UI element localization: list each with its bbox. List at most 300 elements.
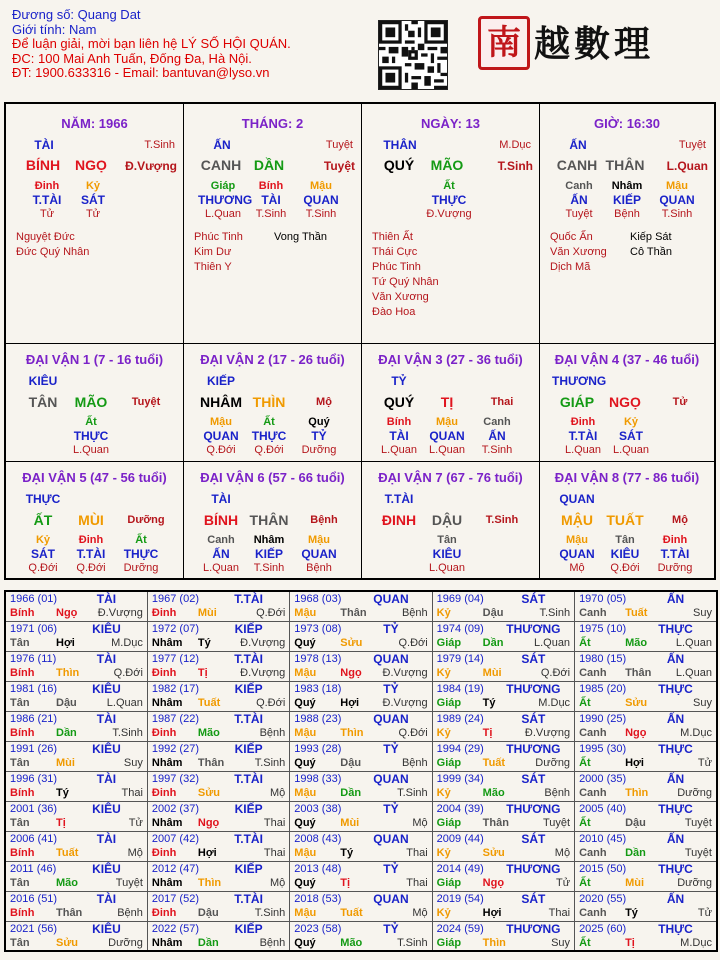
year-state: Suy	[123, 756, 143, 769]
year-can: Ất	[579, 876, 591, 889]
hidden-stem: Mậu	[666, 180, 688, 192]
year-star: QUAN	[373, 711, 409, 726]
dai-van-star: TÀI	[211, 492, 231, 506]
shensha-item: Vong Thần	[274, 231, 328, 243]
year-cell	[575, 861, 717, 891]
year-label: 1998 (33)	[294, 772, 342, 785]
year-chi: Tuất	[340, 906, 363, 919]
year-chi: Tuất	[197, 696, 221, 709]
shensha-list	[16, 230, 89, 260]
dai-van-title: ĐẠI VẬN 2 (17 - 26 tuổi)	[200, 352, 345, 367]
year-chi: Tý	[625, 906, 638, 919]
hidden-star: THỰC	[251, 429, 287, 443]
year-can: Quý	[294, 756, 316, 769]
year-star: TỶ	[383, 861, 399, 876]
shensha-item: Thiên Y	[194, 261, 232, 273]
hidden-state: L.Quan	[564, 444, 602, 456]
year-can: Đinh	[151, 726, 177, 739]
year-chi: Tị	[56, 816, 66, 829]
shensha-list	[194, 230, 243, 275]
hidden-state: L.Quan	[612, 444, 650, 456]
hidden-stem: Ất	[443, 180, 455, 192]
year-cell	[147, 891, 289, 921]
year-star: THƯƠNG	[506, 741, 561, 756]
year-star: T.TÀI	[234, 711, 263, 726]
hidden-stem: Bính	[386, 416, 412, 428]
hidden-state: Bệnh	[306, 562, 332, 574]
year-cell	[5, 621, 147, 651]
year-label: 2016 (51)	[10, 892, 58, 905]
year-state: T.Sinh	[254, 756, 286, 769]
hidden-stem: Mậu	[436, 416, 458, 428]
year-state: Tuyệt	[684, 816, 712, 829]
year-chi: Ngọ	[56, 607, 78, 619]
dai-van-can: NHÂM	[200, 394, 242, 410]
gender-value: Nam	[68, 21, 97, 37]
pillar-2	[184, 104, 362, 344]
pillar-star-state: Tuyệt	[325, 139, 353, 151]
hidden-state: Bệnh	[614, 208, 640, 220]
year-state: L.Quan	[675, 636, 712, 649]
year-chi: Sửu	[625, 696, 648, 709]
year-star: SÁT	[521, 831, 546, 846]
year-label: 1985 (20)	[579, 682, 627, 695]
annual-table	[4, 590, 718, 952]
hidden-stem: Ất	[263, 416, 275, 428]
year-state: Tử	[128, 816, 143, 829]
year-cell	[290, 921, 432, 951]
year-state: Mộ	[127, 846, 143, 859]
year-state: Mộ	[554, 846, 571, 859]
dai-van-state: Mộ	[316, 396, 332, 408]
year-star: TỶ	[383, 921, 399, 936]
year-label: 2010 (45)	[579, 832, 627, 845]
dai-van-chi: DẬU	[431, 512, 463, 528]
year-state: T.Sinh	[254, 906, 286, 919]
year-chi: Tý	[340, 846, 354, 859]
year-chi: Mão	[340, 936, 363, 949]
year-cell	[5, 741, 147, 771]
year-can: Nhâm	[151, 876, 183, 889]
year-label: 2022 (57)	[151, 922, 199, 935]
year-can: Giáp	[436, 696, 462, 709]
year-cell	[5, 861, 147, 891]
year-can: Bính	[10, 607, 35, 619]
year-cell	[5, 711, 147, 741]
year-star: TÀI	[96, 771, 117, 786]
year-cell	[5, 771, 147, 801]
year-label: 1986 (21)	[10, 712, 58, 725]
year-cell	[575, 711, 717, 741]
year-star: TỶ	[383, 801, 399, 816]
year-chi: Ngọ	[482, 876, 505, 889]
year-label: 2011 (46)	[10, 862, 57, 875]
year-label: 2005 (40)	[579, 802, 627, 815]
year-can: Tân	[10, 936, 30, 949]
year-label: 1980 (15)	[579, 652, 627, 665]
year-state: Thai	[548, 906, 571, 919]
year-state: Dưỡng	[108, 936, 143, 949]
year-chi: Tuất	[56, 846, 79, 859]
phone-email: ĐT: 1900.633316 - Email: bantuvan@lyso.vn	[12, 65, 270, 80]
hidden-stem: Tân	[615, 534, 635, 546]
pillar-star: TÀI	[34, 138, 54, 152]
year-can: Mậu	[294, 607, 317, 619]
shensha-item: Đào Hoa	[372, 306, 416, 318]
hidden-stem: Quý	[308, 416, 330, 428]
year-state: Thai	[406, 876, 428, 889]
chart-grid	[4, 102, 716, 580]
dai-van-chi: THÌN	[252, 394, 286, 410]
hidden-star: QUAN	[301, 547, 337, 561]
year-cell	[290, 591, 432, 621]
year-state: Bệnh	[401, 607, 428, 619]
year-star: QUAN	[373, 651, 409, 666]
dai-van-title: ĐẠI VẬN 1 (7 - 16 tuổi)	[25, 352, 164, 367]
dai-van-state: Tử	[672, 396, 688, 408]
dai-van-chi: NGỌ	[609, 394, 641, 410]
year-cell	[290, 621, 432, 651]
hidden-star: SÁT	[81, 193, 105, 207]
year-star: THƯƠNG	[506, 921, 561, 936]
year-can: Mậu	[294, 666, 317, 679]
year-star: SÁT	[521, 651, 546, 666]
year-chi: Ngọ	[340, 666, 362, 679]
year-label: 2024 (59)	[436, 922, 484, 935]
year-cell	[5, 591, 147, 621]
year-label: 1978 (13)	[294, 652, 342, 665]
year-cell	[575, 771, 717, 801]
year-label: 2018 (53)	[294, 892, 342, 905]
year-star: T.TÀI	[234, 831, 263, 846]
hidden-state: T.Sinh	[253, 562, 285, 574]
year-star: THỰC	[658, 621, 693, 636]
hidden-star: THỰC	[123, 547, 159, 561]
year-chi: Mão	[197, 726, 220, 739]
shensha-list-right	[274, 230, 327, 245]
year-can: Tân	[10, 816, 30, 829]
year-chi: Tý	[482, 696, 496, 709]
year-cell	[432, 831, 574, 861]
year-state: Q.Đới	[256, 696, 286, 709]
year-chi: Sửu	[56, 936, 79, 949]
shensha-item: Phúc Tinh	[372, 261, 421, 273]
year-cell	[432, 621, 574, 651]
year-chi: Dậu	[482, 607, 504, 619]
year-can: Canh	[579, 846, 607, 859]
year-cell	[147, 801, 289, 831]
dai-van-title: ĐẠI VẬN 4 (37 - 46 tuổi)	[554, 352, 700, 367]
year-state: Thai	[263, 816, 286, 829]
year-cell	[147, 621, 289, 651]
hidden-stem: Giáp	[210, 180, 236, 192]
year-can: Mậu	[294, 846, 317, 859]
year-chi: Sửu	[197, 786, 220, 799]
dai-van-7	[362, 462, 540, 578]
year-star: T.TÀI	[234, 651, 263, 666]
hidden-state: L.Quan	[428, 444, 466, 456]
shensha-item: Văn Xương	[550, 246, 607, 258]
dai-van-can: MẬU	[561, 512, 593, 528]
year-cell	[575, 651, 717, 681]
hidden-state: Đ.Vượng	[426, 208, 472, 220]
year-chi: Tị	[625, 936, 635, 949]
year-chi: Thân	[482, 816, 509, 829]
shensha-item: Thiên Ất	[372, 231, 413, 243]
year-state: Q.Đới	[398, 726, 428, 739]
pillar-star: ẤN	[213, 138, 231, 152]
year-state: Suy	[692, 696, 712, 709]
hidden-stem: Đinh	[34, 180, 60, 192]
year-chi: Mùi	[56, 756, 75, 769]
year-label: 2020 (55)	[579, 892, 627, 905]
year-chi: Thân	[625, 666, 652, 679]
year-label: 2004 (39)	[436, 802, 484, 815]
hidden-star: TỶ	[311, 429, 327, 443]
year-cell	[5, 921, 147, 951]
year-cell	[575, 591, 717, 621]
pillar-1	[6, 104, 184, 344]
year-chi: Mão	[56, 876, 78, 889]
shensha-item: Quốc Ấn	[550, 231, 593, 243]
year-star: KIẾP	[234, 861, 263, 876]
dai-van-state: Tuyệt	[131, 396, 161, 408]
year-chi: Mùi	[482, 666, 502, 679]
hidden-stem: Kỷ	[85, 180, 101, 192]
dai-van-can: ĐINH	[381, 512, 417, 528]
year-can: Tân	[10, 696, 30, 709]
year-cell	[147, 831, 289, 861]
year-star: ẤN	[666, 831, 685, 846]
pillar-title: GIỜ: 16:30	[593, 116, 660, 131]
year-label: 1981 (16)	[10, 682, 58, 695]
year-star: KIÊU	[92, 681, 121, 696]
year-chi: Dần	[340, 786, 362, 799]
pillar-star: THÂN	[383, 138, 417, 152]
hidden-state: L.Quan	[428, 562, 466, 574]
dai-van-star: THƯƠNG	[552, 374, 607, 388]
hidden-state: L.Quan	[72, 444, 110, 456]
year-can: Bính	[10, 726, 35, 739]
year-can: Mậu	[294, 906, 317, 919]
year-star: KIÊU	[92, 921, 121, 936]
dai-van-state: Thai	[490, 396, 514, 408]
hidden-star: KIÊU	[610, 547, 640, 561]
year-star: TÀI	[96, 592, 117, 606]
year-chi: Dậu	[56, 696, 77, 709]
dai-van-star: KIÊU	[28, 374, 58, 388]
year-label: 1967 (02)	[151, 593, 199, 605]
pillar-4	[540, 104, 714, 344]
year-star: SÁT	[521, 592, 546, 606]
year-state: M.Dục	[538, 696, 571, 709]
year-state: Đ.Vượng	[240, 636, 286, 649]
year-can: Đinh	[151, 786, 177, 799]
year-chi: Dậu	[625, 816, 646, 829]
year-state: Dưỡng	[677, 876, 712, 889]
year-state: Mộ	[412, 816, 428, 829]
gender-label: Giới tính:	[12, 21, 66, 37]
year-chi: Thìn	[625, 786, 649, 799]
year-star: THƯƠNG	[506, 681, 561, 696]
hidden-stem: Ất	[85, 416, 97, 428]
pillar-chi-state: Đ.Vượng	[125, 159, 177, 173]
year-star: TÀI	[96, 831, 117, 846]
hidden-state: Tử	[39, 208, 55, 220]
year-cell	[432, 741, 574, 771]
hidden-stem: Nhâm	[611, 180, 643, 192]
seal-icon: 南	[478, 16, 530, 70]
year-chi: Tuất	[625, 607, 648, 619]
hidden-stem: Mậu	[566, 534, 588, 546]
shensha-item: Văn Xương	[372, 291, 429, 303]
year-state: Mộ	[412, 906, 428, 919]
dai-van-state: T.Sinh	[485, 514, 519, 526]
pillar-chi: NGỌ	[75, 157, 107, 173]
hidden-stem: Kỷ	[35, 534, 51, 546]
shensha-list	[372, 230, 439, 320]
logo-text: 越數理	[534, 23, 655, 65]
year-state: Tuyệt	[115, 876, 143, 889]
hidden-star: T.TÀI	[76, 547, 106, 561]
year-can: Đinh	[151, 666, 177, 679]
hidden-stem: Đinh	[78, 534, 104, 546]
dai-van-title: ĐẠI VẬN 6 (57 - 66 tuổi)	[200, 470, 345, 485]
year-label: 2017 (52)	[151, 892, 199, 905]
hidden-state: Mộ	[569, 562, 585, 574]
dai-van-star: TỶ	[391, 374, 407, 388]
year-can: Kỷ	[436, 726, 451, 739]
year-label: 1996 (31)	[10, 772, 58, 785]
year-cell	[290, 651, 432, 681]
year-star: THỰC	[658, 861, 693, 876]
year-cell	[290, 861, 432, 891]
pillar-chi-state: Tuyệt	[323, 159, 355, 173]
year-state: Bệnh	[259, 726, 286, 739]
hidden-star: QUAN	[559, 547, 595, 561]
year-label: 1968 (03)	[294, 593, 342, 605]
owner-value: Quang Dat	[77, 7, 141, 22]
year-label: 2019 (54)	[436, 892, 484, 905]
pillar-can: CANH	[200, 157, 242, 173]
year-label: 2009 (44)	[436, 832, 484, 845]
pillar-chi: DẦN	[253, 157, 285, 173]
dai-van-chi: TỊ	[440, 394, 454, 410]
year-chi: Sửu	[340, 636, 363, 649]
dai-van-chi: TUẤT	[606, 512, 644, 528]
year-cell	[147, 741, 289, 771]
dai-van-star: KIẾP	[206, 374, 235, 388]
year-can: Nhâm	[151, 696, 183, 709]
year-star: ẤN	[666, 711, 685, 726]
year-star: KIẾP	[234, 741, 263, 756]
year-cell	[575, 921, 717, 951]
year-cell	[432, 801, 574, 831]
hidden-star: SÁT	[31, 547, 55, 561]
year-label: 2013 (48)	[294, 862, 342, 875]
year-star: THỰC	[658, 801, 693, 816]
year-chi: Sửu	[482, 846, 505, 859]
year-chi: Tị	[482, 726, 493, 739]
year-chi: Tý	[197, 636, 211, 649]
year-state: Thai	[406, 846, 428, 859]
hidden-state: Q.Đới	[610, 562, 640, 574]
pillar-star-state: T.Sinh	[144, 139, 175, 151]
year-label: 1969 (04)	[436, 593, 484, 605]
hidden-stem: Mậu	[310, 180, 332, 192]
year-chi: Tị	[197, 666, 208, 679]
year-star: QUAN	[373, 771, 409, 786]
year-can: Ất	[579, 816, 591, 829]
year-chi: Hợi	[625, 756, 644, 769]
year-state: Q.Đới	[398, 636, 428, 649]
year-star: T.TÀI	[234, 771, 263, 786]
year-label: 2012 (47)	[151, 862, 199, 875]
year-star: ẤN	[666, 891, 685, 906]
year-state: Dưỡng	[535, 756, 571, 769]
hidden-state: L.Quan	[380, 444, 418, 456]
year-cell	[290, 741, 432, 771]
year-label: 2023 (58)	[294, 922, 342, 935]
year-label: 2001 (36)	[10, 802, 58, 815]
year-star: KIÊU	[92, 741, 121, 756]
year-label: 1966 (01)	[10, 593, 58, 605]
year-chi: Ngọ	[625, 726, 647, 739]
hidden-star: KIÊU	[432, 547, 462, 561]
year-star: KIẾP	[234, 681, 263, 696]
year-state: M.Dục	[111, 636, 143, 649]
year-chi: Mão	[625, 636, 648, 649]
year-state: Bệnh	[401, 756, 428, 769]
year-chi: Hợi	[56, 636, 75, 649]
dai-van-star: QUAN	[559, 492, 595, 506]
dai-van-star: T.TÀI	[384, 492, 414, 506]
year-can: Giáp	[436, 936, 462, 949]
hidden-state: Q.Đới	[206, 444, 236, 456]
year-cell	[575, 801, 717, 831]
year-star: ẤN	[666, 651, 685, 666]
year-can: Nhâm	[151, 936, 183, 949]
hidden-star: ẤN	[570, 193, 588, 207]
year-state: M.Dục	[680, 726, 712, 739]
hidden-star: QUAN	[303, 193, 339, 207]
year-cell	[147, 591, 289, 621]
year-label: 1989 (24)	[436, 712, 484, 725]
pillar-can: CANH	[556, 157, 598, 173]
year-chi: Mùi	[197, 607, 217, 619]
shensha-item: Tứ Quý Nhân	[372, 276, 439, 288]
year-star: SÁT	[521, 771, 546, 786]
hidden-state: Tử	[85, 208, 101, 220]
year-state: T.Sinh	[397, 936, 428, 949]
hidden-star: QUAN	[203, 429, 239, 443]
contact-note: Để luận giải, mời bạn liên hệ LÝ SỐ HỘI QUÁN.	[12, 36, 291, 51]
hidden-star: TÀI	[389, 429, 409, 443]
year-star: THƯƠNG	[506, 801, 561, 816]
year-can: Tân	[10, 876, 30, 889]
year-label: 1975 (10)	[579, 622, 627, 635]
year-can: Kỷ	[436, 666, 451, 679]
hidden-stem: Đinh	[662, 534, 688, 546]
hidden-state: T.Sinh	[481, 444, 513, 456]
year-state: L.Quan	[675, 666, 712, 679]
dai-van-title: ĐẠI VẬN 7 (67 - 76 tuổi)	[378, 470, 523, 485]
shensha-item: Dịch Mã	[550, 261, 591, 273]
dai-van-can: ẤT	[33, 512, 53, 528]
hidden-state: Tuyệt	[565, 208, 593, 220]
year-can: Bính	[10, 846, 35, 859]
dai-van-4	[540, 344, 714, 462]
